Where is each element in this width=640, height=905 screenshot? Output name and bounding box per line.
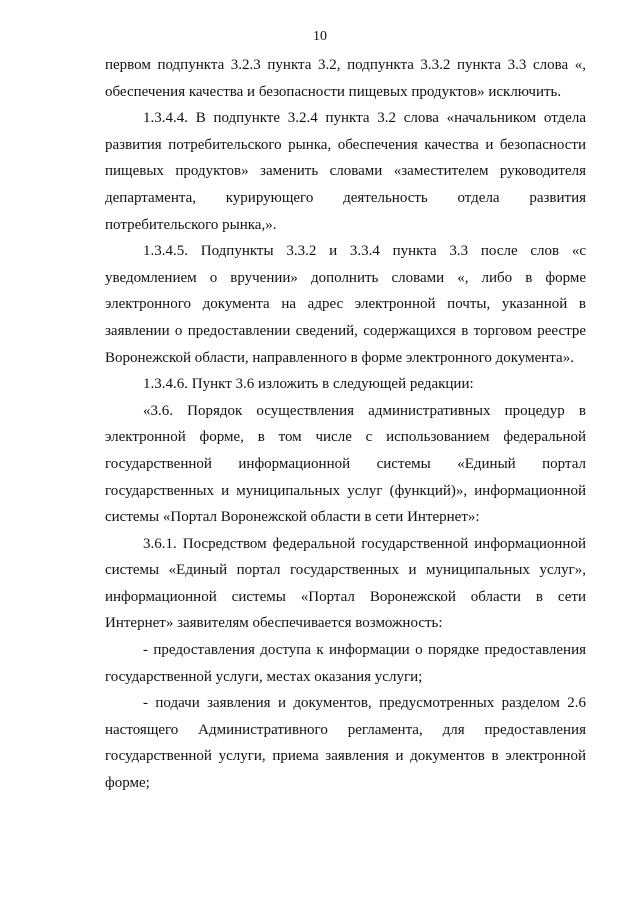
list-item-access: - предоставления доступа к информации о порядке предоставления государственной услуги, местах оказания услуги; — [105, 642, 586, 685]
page-number: 10 — [313, 29, 327, 44]
list-item-submission: - подачи заявления и документов, предусмотренных разделом 2.6 настоящего Административного регламента, для предоставления государственной услуги, приема заявления и документов в электронной форме; — [105, 695, 586, 792]
paragraph-continuation: первом подпункта 3.2.3 пункта 3.2, подпункта 3.3.2 пункта 3.3 слова «, обеспечения качества и безопасности пищевых продуктов» исключить. — [105, 57, 586, 100]
paragraph-1-3-4-5: 1.3.4.5. Подпункты 3.3.2 и 3.3.4 пункта 3.3 после слов «с уведомлением о вручении» дополнить словами «, либо в форме электронного документа на адрес электронной почты, указанной в заявлении о предоставлении сведений, содержащихся в торговом реестре Воронежской области, направленного в форме электронного документа». — [105, 243, 586, 366]
document-body — [105, 52, 586, 797]
paragraph-1-3-4-6: 1.3.4.6. Пункт 3.6 изложить в следующей редакции: — [143, 376, 474, 393]
paragraph-3-6: «3.6. Порядок осуществления административных процедур в электронной форме, в том числе с использованием федеральной государственной информационной системы «Единый портал государственных и муниципальных услуг (функций)», информационной системы «Портал Воронежской области в сети Интернет»: — [105, 402, 586, 526]
paragraph-1-3-4-4: 1.3.4.4. В подпункте 3.2.4 пункта 3.2 слова «начальником отдела развития потребительского рынка, обеспечения качества и безопасности пищевых продуктов» заменить словами «заместителем руководителя департамента, курирующего деятельность отдела развития потребительского рынка,». — [105, 110, 586, 233]
paragraph-3-6-1: 3.6.1. Посредством федеральной государственной информационной системы «Единый портал государственных и муниципальных услуг», информационной системы «Портал Воронежской области в сети Интернет» заявителям обеспечивается возможность: — [105, 535, 586, 632]
